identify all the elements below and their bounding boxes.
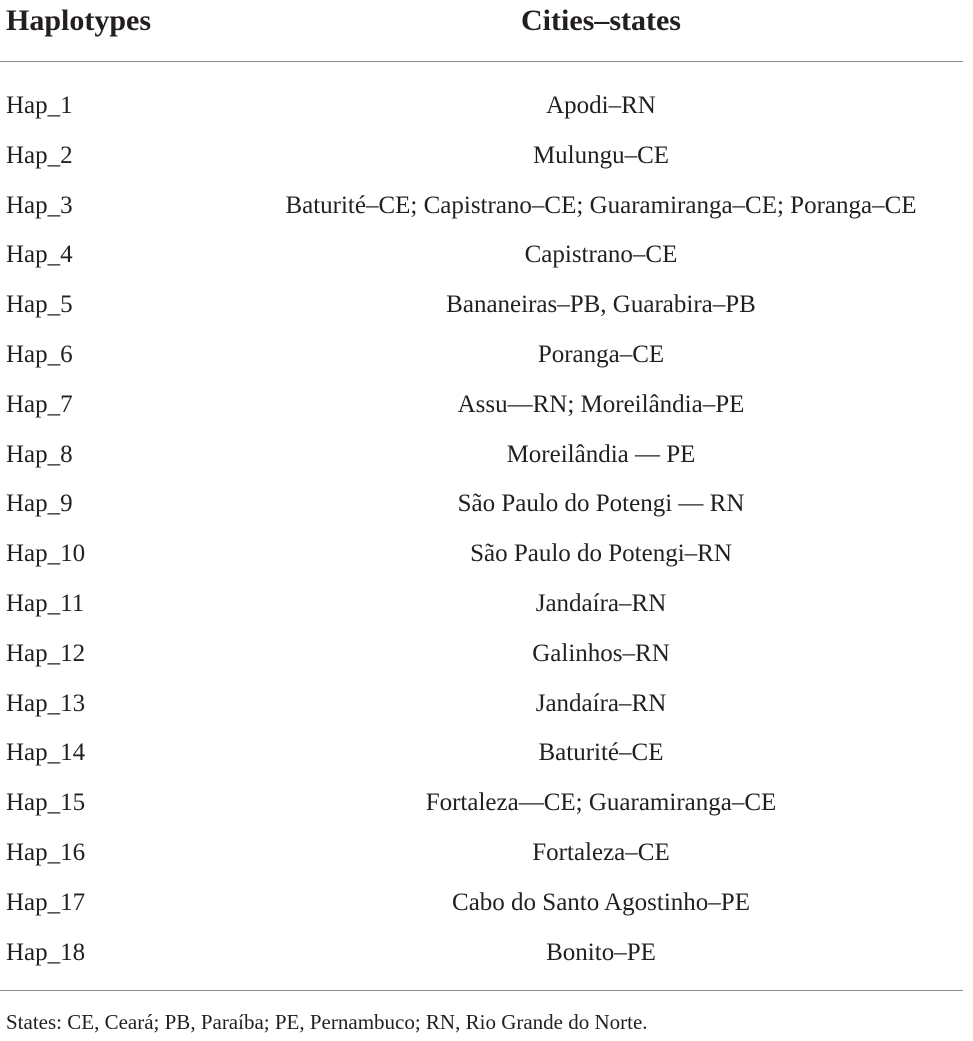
table-row <box>0 280 973 330</box>
table-row <box>0 529 973 579</box>
table-row <box>0 230 973 280</box>
table-row <box>0 728 973 778</box>
cities-cell: Jandaíra–RN <box>535 589 667 617</box>
table-body <box>0 81 973 977</box>
haplotype-cell: Hap_8 <box>6 440 73 468</box>
cities-cell: Fortaleza–CE <box>532 838 670 866</box>
table-footnote: States: CE, Ceará; PB, Paraíba; PE, Pernambuco; RN, Rio Grande do Norte. <box>6 1010 648 1034</box>
table-row <box>0 679 973 729</box>
haplotype-cell: Hap_12 <box>6 639 86 667</box>
cities-cell: Moreilândia — PE <box>506 440 696 468</box>
cities-cell: Poranga–CE <box>537 340 665 368</box>
cities-cell: Bananeiras–PB, Guarabira–PB <box>446 291 756 319</box>
table-row <box>0 330 973 380</box>
haplotype-cell: Hap_18 <box>6 938 86 966</box>
cities-cell: Apodi–RN <box>546 92 656 119</box>
table-header-row <box>0 0 973 44</box>
table-row <box>0 380 973 430</box>
haplotype-cell: Hap_2 <box>6 141 73 169</box>
haplotype-cell: Hap_7 <box>6 390 73 418</box>
haplotype-cell: Hap_16 <box>6 838 86 866</box>
table-row <box>0 629 973 679</box>
cities-cell: Galinhos–RN <box>532 639 670 667</box>
cities-cell: São Paulo do Potengi — RN <box>457 490 745 518</box>
header-divider <box>0 61 963 62</box>
haplotype-cell: Hap_1 <box>6 92 73 119</box>
table-row <box>0 430 973 480</box>
haplotype-cell: Hap_11 <box>6 589 85 617</box>
table-row <box>0 778 973 828</box>
haplotype-cell: Hap_17 <box>6 888 86 916</box>
haplotype-cell: Hap_9 <box>6 490 73 518</box>
haplotype-cell: Hap_5 <box>6 291 73 319</box>
cities-cell: Capistrano–CE <box>524 241 678 269</box>
table-row <box>0 928 973 978</box>
cities-cell: Bonito–PE <box>546 938 656 966</box>
haplotype-cell: Hap_15 <box>6 789 86 817</box>
haplotype-cell: Hap_13 <box>6 689 86 717</box>
cities-cell: Cabo do Santo Agostinho–PE <box>452 888 750 916</box>
haplotype-cell: Hap_10 <box>6 540 86 568</box>
table-row <box>0 81 973 131</box>
table-row <box>0 131 973 181</box>
haplotype-cell: Hap_3 <box>6 191 73 219</box>
cities-cell: Baturité–CE <box>538 739 664 767</box>
cities-cell: Assu—RN; Moreilândia–PE <box>457 390 745 418</box>
cities-cell: Jandaíra–RN <box>535 689 667 717</box>
table-row <box>0 181 973 231</box>
haplotype-cell: Hap_4 <box>6 241 73 269</box>
column-header-haplotypes: Haplotypes <box>6 4 152 37</box>
table-row <box>0 579 973 629</box>
haplotype-cell: Hap_14 <box>6 739 86 767</box>
cities-cell: Baturité–CE; Capistrano–CE; Guaramiranga–CE; Poranga–CE <box>285 191 917 219</box>
table-row <box>0 828 973 878</box>
haplotype-cell: Hap_6 <box>6 340 73 368</box>
cities-cell: São Paulo do Potengi–RN <box>470 540 732 568</box>
cities-cell: Mulungu–CE <box>532 141 670 169</box>
footer-divider <box>0 990 963 991</box>
table-row <box>0 479 973 529</box>
cities-cell: Fortaleza—CE; Guaramiranga–CE <box>425 789 777 817</box>
column-header-cities-states: Cities–states <box>521 4 681 37</box>
table-row <box>0 878 973 928</box>
